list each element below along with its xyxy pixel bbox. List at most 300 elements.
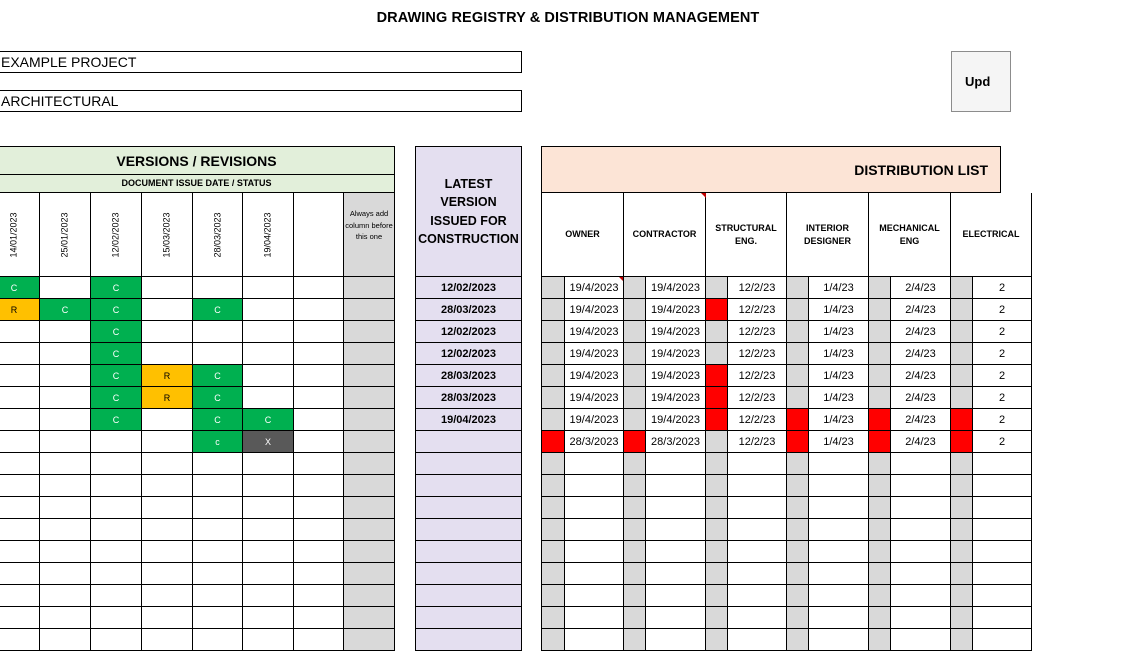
add-column-spacer: [344, 409, 395, 431]
distribution-date[interactable]: 19/4/2023: [565, 277, 624, 299]
status-cell[interactable]: [40, 607, 91, 629]
status-cell[interactable]: [0, 431, 40, 453]
status-cell[interactable]: [142, 321, 193, 343]
status-cell[interactable]: [193, 453, 243, 475]
distribution-flag: [624, 541, 646, 563]
status-cell[interactable]: [193, 475, 243, 497]
status-cell[interactable]: [0, 475, 40, 497]
distribution-flag: [951, 629, 973, 651]
status-cell[interactable]: [40, 519, 91, 541]
distribution-flag: [951, 453, 973, 475]
distribution-flag: [624, 563, 646, 585]
status-cell[interactable]: [243, 497, 294, 519]
status-cell[interactable]: [193, 277, 243, 299]
status-cell[interactable]: [193, 585, 243, 607]
recipient-header: STRUCTURAL ENG.: [706, 193, 787, 277]
distribution-flag: [951, 607, 973, 629]
status-cell[interactable]: [193, 629, 243, 651]
update-button[interactable]: Upd: [951, 51, 1011, 112]
status-cell[interactable]: [40, 585, 91, 607]
distribution-date[interactable]: 12/2/23: [728, 387, 787, 409]
distribution-date[interactable]: 19/4/2023: [565, 365, 624, 387]
distribution-date[interactable]: [891, 629, 951, 651]
latest-version-cell: [415, 497, 522, 519]
distribution-date[interactable]: [646, 497, 706, 519]
distribution-date[interactable]: [973, 629, 1032, 651]
status-cell[interactable]: [40, 629, 91, 651]
distribution-date[interactable]: 12/2/23: [728, 431, 787, 453]
status-cell[interactable]: [91, 453, 142, 475]
distribution-date[interactable]: 1/4/23: [809, 431, 869, 453]
distribution-flag: [787, 497, 809, 519]
status-cell[interactable]: [294, 629, 344, 651]
status-cell[interactable]: [243, 387, 294, 409]
status-cell[interactable]: [142, 541, 193, 563]
status-cell[interactable]: [294, 563, 344, 585]
add-column-spacer: [344, 541, 395, 563]
status-cell[interactable]: C: [91, 387, 142, 409]
distribution-date[interactable]: [809, 475, 869, 497]
latest-version-cell: 28/03/2023: [415, 365, 522, 387]
issue-date-label: 28/03/2023: [212, 211, 223, 258]
project-name-field[interactable]: EXAMPLE PROJECT: [0, 51, 522, 73]
distribution-date[interactable]: [646, 475, 706, 497]
distribution-date[interactable]: [891, 453, 951, 475]
distribution-flag: [706, 475, 728, 497]
status-cell[interactable]: C: [193, 365, 243, 387]
status-cell[interactable]: [91, 519, 142, 541]
distribution-flag: [624, 629, 646, 651]
status-cell[interactable]: [40, 343, 91, 365]
status-cell[interactable]: [294, 453, 344, 475]
distribution-date[interactable]: [973, 497, 1032, 519]
distribution-date[interactable]: [646, 585, 706, 607]
distribution-date[interactable]: 2/4/23: [891, 299, 951, 321]
add-column-spacer: [344, 629, 395, 651]
distribution-date[interactable]: [565, 629, 624, 651]
distribution-flag: [706, 365, 728, 387]
status-cell[interactable]: [243, 475, 294, 497]
add-column-spacer: [344, 607, 395, 629]
distribution-flag: [787, 387, 809, 409]
distribution-flag: [787, 541, 809, 563]
status-cell[interactable]: C: [40, 299, 91, 321]
distribution-flag: [706, 277, 728, 299]
distribution-date[interactable]: [728, 607, 787, 629]
distribution-flag: [706, 585, 728, 607]
status-cell[interactable]: [91, 497, 142, 519]
distribution-date[interactable]: 2/4/23: [891, 343, 951, 365]
distribution-date[interactable]: [565, 607, 624, 629]
latest-version-cell: [415, 431, 522, 453]
status-cell[interactable]: [193, 541, 243, 563]
status-cell[interactable]: [0, 409, 40, 431]
latest-version-cell: [415, 585, 522, 607]
status-cell[interactable]: [193, 563, 243, 585]
distribution-flag: [706, 541, 728, 563]
status-cell[interactable]: [193, 343, 243, 365]
distribution-date[interactable]: [973, 453, 1032, 475]
status-cell[interactable]: [0, 563, 40, 585]
status-cell[interactable]: C: [243, 409, 294, 431]
latest-version-cell: 12/02/2023: [415, 277, 522, 299]
distribution-date[interactable]: 12/2/23: [728, 299, 787, 321]
status-cell[interactable]: c: [193, 431, 243, 453]
distribution-date[interactable]: [565, 453, 624, 475]
distribution-date[interactable]: [728, 497, 787, 519]
distribution-date[interactable]: 19/4/2023: [565, 321, 624, 343]
distribution-date[interactable]: 19/4/2023: [646, 299, 706, 321]
distribution-date[interactable]: 2: [973, 365, 1032, 387]
distribution-date[interactable]: 1/4/23: [809, 409, 869, 431]
distribution-flag: [706, 563, 728, 585]
status-cell[interactable]: [243, 563, 294, 585]
status-cell[interactable]: [0, 365, 40, 387]
distribution-date[interactable]: 19/4/2023: [646, 365, 706, 387]
distribution-flag: [869, 299, 891, 321]
status-cell[interactable]: [40, 431, 91, 453]
distribution-date[interactable]: 1/4/23: [809, 321, 869, 343]
status-cell[interactable]: C: [91, 321, 142, 343]
distribution-date[interactable]: [809, 519, 869, 541]
status-cell[interactable]: C: [0, 277, 40, 299]
status-cell[interactable]: [294, 299, 344, 321]
add-column-spacer: [344, 497, 395, 519]
status-cell[interactable]: [294, 431, 344, 453]
status-cell[interactable]: [294, 585, 344, 607]
distribution-flag: [869, 277, 891, 299]
distribution-date[interactable]: [891, 497, 951, 519]
distribution-flag: [787, 343, 809, 365]
status-cell[interactable]: C: [91, 409, 142, 431]
status-cell[interactable]: [193, 497, 243, 519]
distribution-flag: [541, 387, 565, 409]
distribution-date[interactable]: [809, 629, 869, 651]
issue-date-header: [91, 193, 142, 277]
status-cell[interactable]: [40, 277, 91, 299]
distribution-flag: [541, 475, 565, 497]
status-cell[interactable]: [40, 563, 91, 585]
distribution-date[interactable]: 19/4/2023: [646, 321, 706, 343]
status-cell[interactable]: [91, 607, 142, 629]
distribution-date[interactable]: [809, 541, 869, 563]
distribution-flag: [869, 563, 891, 585]
distribution-date[interactable]: [891, 475, 951, 497]
status-cell[interactable]: [193, 519, 243, 541]
add-column-spacer: [344, 475, 395, 497]
status-cell[interactable]: [142, 563, 193, 585]
distribution-date[interactable]: [728, 563, 787, 585]
distribution-date[interactable]: [973, 475, 1032, 497]
status-cell[interactable]: [243, 585, 294, 607]
distribution-date[interactable]: 12/2/23: [728, 321, 787, 343]
status-cell[interactable]: [294, 343, 344, 365]
latest-version-cell: 28/03/2023: [415, 299, 522, 321]
distribution-date[interactable]: 2: [973, 277, 1032, 299]
status-cell[interactable]: C: [91, 343, 142, 365]
add-column-hint: Always add column before this one: [344, 193, 395, 277]
distribution-date[interactable]: [565, 497, 624, 519]
distribution-date[interactable]: [973, 607, 1032, 629]
distribution-flag: [706, 299, 728, 321]
status-cell[interactable]: [243, 321, 294, 343]
distribution-date[interactable]: [565, 519, 624, 541]
status-cell[interactable]: [0, 541, 40, 563]
distribution-flag: [787, 629, 809, 651]
distribution-flag: [624, 365, 646, 387]
distribution-date[interactable]: 2: [973, 409, 1032, 431]
distribution-flag: [787, 321, 809, 343]
status-cell[interactable]: [142, 409, 193, 431]
distribution-flag: [624, 453, 646, 475]
status-cell[interactable]: [91, 629, 142, 651]
distribution-flag: [624, 497, 646, 519]
status-cell[interactable]: [91, 541, 142, 563]
distribution-flag: [869, 431, 891, 453]
status-cell[interactable]: [243, 541, 294, 563]
distribution-flag: [706, 629, 728, 651]
issue-date-header: [193, 193, 243, 277]
status-cell[interactable]: [142, 343, 193, 365]
status-cell[interactable]: [40, 365, 91, 387]
status-cell[interactable]: [40, 321, 91, 343]
distribution-date[interactable]: 12/2/23: [728, 343, 787, 365]
distribution-date[interactable]: [891, 541, 951, 563]
status-cell[interactable]: [91, 475, 142, 497]
distribution-date[interactable]: 19/4/2023: [646, 343, 706, 365]
distribution-date[interactable]: [809, 497, 869, 519]
status-cell[interactable]: [0, 585, 40, 607]
distribution-flag: [869, 321, 891, 343]
status-cell[interactable]: C: [91, 299, 142, 321]
distribution-flag: [951, 387, 973, 409]
distribution-date[interactable]: [728, 585, 787, 607]
distribution-date[interactable]: [809, 607, 869, 629]
latest-version-cell: [415, 563, 522, 585]
status-cell[interactable]: [0, 629, 40, 651]
status-cell[interactable]: [294, 541, 344, 563]
distribution-flag: [951, 321, 973, 343]
distribution-date[interactable]: 2: [973, 431, 1032, 453]
status-cell[interactable]: [142, 431, 193, 453]
distribution-date[interactable]: [565, 563, 624, 585]
distribution-date[interactable]: [809, 563, 869, 585]
status-cell[interactable]: [294, 475, 344, 497]
status-cell[interactable]: [142, 277, 193, 299]
status-cell[interactable]: [142, 519, 193, 541]
distribution-flag: [624, 431, 646, 453]
status-cell[interactable]: C: [193, 387, 243, 409]
status-cell[interactable]: [0, 321, 40, 343]
distribution-flag: [706, 519, 728, 541]
distribution-date[interactable]: [973, 585, 1032, 607]
status-cell[interactable]: [142, 585, 193, 607]
distribution-date[interactable]: 2/4/23: [891, 321, 951, 343]
distribution-date[interactable]: 19/4/2023: [565, 299, 624, 321]
distribution-flag: [624, 277, 646, 299]
status-cell[interactable]: [193, 607, 243, 629]
distribution-date[interactable]: [565, 541, 624, 563]
distribution-flag: [869, 585, 891, 607]
distribution-date[interactable]: 19/4/2023: [646, 387, 706, 409]
distribution-date[interactable]: [728, 453, 787, 475]
distribution-date[interactable]: 2/4/23: [891, 431, 951, 453]
status-cell[interactable]: [0, 607, 40, 629]
status-cell[interactable]: [294, 387, 344, 409]
status-cell[interactable]: [142, 475, 193, 497]
status-cell[interactable]: [193, 321, 243, 343]
status-cell[interactable]: [243, 365, 294, 387]
distribution-date[interactable]: 28/3/2023: [565, 431, 624, 453]
distribution-date[interactable]: 19/4/2023: [646, 277, 706, 299]
distribution-date[interactable]: 19/4/2023: [565, 409, 624, 431]
status-cell[interactable]: [0, 453, 40, 475]
status-cell[interactable]: C: [193, 409, 243, 431]
distribution-flag: [624, 585, 646, 607]
status-cell[interactable]: [142, 629, 193, 651]
add-column-spacer: [344, 343, 395, 365]
status-cell[interactable]: C: [91, 277, 142, 299]
recipient-header: INTERIOR DESIGNER: [787, 193, 869, 277]
status-cell[interactable]: [142, 497, 193, 519]
distribution-date[interactable]: [973, 541, 1032, 563]
distribution-flag: [869, 343, 891, 365]
status-cell[interactable]: R: [0, 299, 40, 321]
issue-date-header: [0, 193, 40, 277]
status-cell[interactable]: [243, 277, 294, 299]
status-cell[interactable]: [0, 387, 40, 409]
status-cell[interactable]: [40, 409, 91, 431]
status-cell[interactable]: [243, 453, 294, 475]
distribution-date[interactable]: [728, 475, 787, 497]
distribution-date[interactable]: [728, 541, 787, 563]
distribution-date[interactable]: 1/4/23: [809, 365, 869, 387]
distribution-date[interactable]: 12/2/23: [728, 365, 787, 387]
distribution-date[interactable]: 2: [973, 387, 1032, 409]
distribution-flag: [706, 409, 728, 431]
status-cell[interactable]: [243, 607, 294, 629]
status-cell[interactable]: [294, 519, 344, 541]
status-cell[interactable]: [40, 387, 91, 409]
status-cell[interactable]: [243, 343, 294, 365]
distribution-date[interactable]: 1/4/23: [809, 387, 869, 409]
status-cell[interactable]: [243, 519, 294, 541]
distribution-flag: [951, 497, 973, 519]
latest-version-cell: [415, 541, 522, 563]
status-cell[interactable]: [0, 497, 40, 519]
add-column-spacer: [344, 277, 395, 299]
distribution-date[interactable]: [891, 585, 951, 607]
status-cell[interactable]: C: [193, 299, 243, 321]
distribution-flag: [787, 431, 809, 453]
distribution-date[interactable]: 1/4/23: [809, 277, 869, 299]
distribution-date[interactable]: [646, 563, 706, 585]
distribution-date[interactable]: [646, 519, 706, 541]
distribution-date[interactable]: [565, 475, 624, 497]
distribution-date[interactable]: [809, 453, 869, 475]
distribution-flag: [541, 519, 565, 541]
distribution-date[interactable]: [646, 607, 706, 629]
latest-version-cell: [415, 629, 522, 651]
distribution-date[interactable]: [728, 629, 787, 651]
distribution-date[interactable]: 2/4/23: [891, 277, 951, 299]
status-cell[interactable]: [294, 607, 344, 629]
distribution-date[interactable]: [565, 585, 624, 607]
status-cell[interactable]: [142, 299, 193, 321]
distribution-date[interactable]: 19/4/2023: [646, 409, 706, 431]
distribution-date[interactable]: 12/2/23: [728, 277, 787, 299]
status-cell[interactable]: [294, 277, 344, 299]
status-cell[interactable]: [40, 541, 91, 563]
distribution-date[interactable]: 12/2/23: [728, 409, 787, 431]
status-cell[interactable]: [294, 365, 344, 387]
distribution-date[interactable]: 19/4/2023: [565, 343, 624, 365]
versions-subheader: DOCUMENT ISSUE DATE / STATUS: [0, 175, 395, 193]
distribution-date[interactable]: 2/4/23: [891, 409, 951, 431]
status-cell[interactable]: [40, 453, 91, 475]
distribution-date[interactable]: [973, 519, 1032, 541]
distribution-date[interactable]: 2: [973, 343, 1032, 365]
issue-date-header: [40, 193, 91, 277]
distribution-date[interactable]: [973, 563, 1032, 585]
distribution-date[interactable]: [891, 519, 951, 541]
recipient-header: CONTRACTOR: [624, 193, 706, 277]
discipline-field[interactable]: ARCHITECTURAL: [0, 90, 522, 112]
status-cell[interactable]: C: [91, 365, 142, 387]
distribution-date[interactable]: [646, 453, 706, 475]
distribution-date[interactable]: 2: [973, 299, 1032, 321]
distribution-date[interactable]: [809, 585, 869, 607]
distribution-date[interactable]: 2: [973, 321, 1032, 343]
status-cell[interactable]: [243, 299, 294, 321]
status-cell[interactable]: [40, 475, 91, 497]
status-cell[interactable]: R: [142, 387, 193, 409]
status-cell[interactable]: [142, 453, 193, 475]
distribution-flag: [869, 629, 891, 651]
distribution-date[interactable]: [891, 563, 951, 585]
distribution-date[interactable]: 2/4/23: [891, 365, 951, 387]
distribution-date[interactable]: [728, 519, 787, 541]
distribution-date[interactable]: 19/4/2023: [565, 387, 624, 409]
status-cell[interactable]: [91, 563, 142, 585]
status-cell[interactable]: [91, 585, 142, 607]
status-cell[interactable]: [142, 607, 193, 629]
distribution-date[interactable]: [646, 629, 706, 651]
status-cell[interactable]: R: [142, 365, 193, 387]
distribution-date[interactable]: [646, 541, 706, 563]
distribution-date[interactable]: 1/4/23: [809, 343, 869, 365]
status-cell[interactable]: [0, 519, 40, 541]
add-column-spacer: [344, 299, 395, 321]
distribution-date[interactable]: 1/4/23: [809, 299, 869, 321]
distribution-list-header: DISTRIBUTION LIST: [541, 146, 1001, 193]
status-cell[interactable]: [91, 431, 142, 453]
status-cell[interactable]: [294, 497, 344, 519]
latest-version-cell: [415, 453, 522, 475]
distribution-flag: [951, 409, 973, 431]
status-cell[interactable]: [294, 409, 344, 431]
status-cell[interactable]: [40, 497, 91, 519]
status-cell[interactable]: [243, 629, 294, 651]
versions-header: VERSIONS / REVISIONS: [0, 146, 395, 175]
status-cell[interactable]: X: [243, 431, 294, 453]
status-cell[interactable]: [0, 343, 40, 365]
distribution-flag: [951, 299, 973, 321]
distribution-date[interactable]: 28/3/2023: [646, 431, 706, 453]
distribution-date[interactable]: 2/4/23: [891, 387, 951, 409]
status-cell[interactable]: [294, 321, 344, 343]
distribution-date[interactable]: [891, 607, 951, 629]
